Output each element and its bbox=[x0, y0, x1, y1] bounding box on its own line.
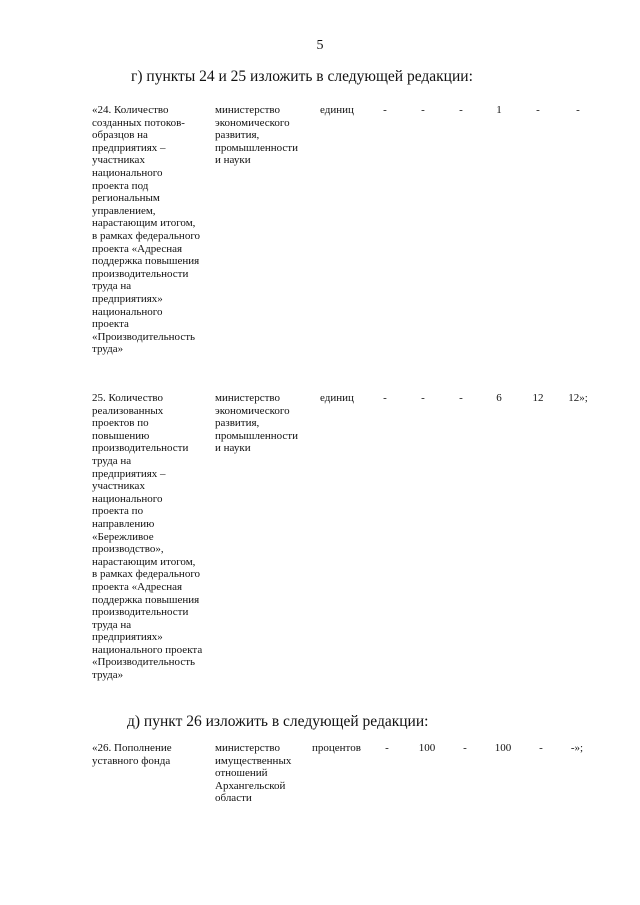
text-line: труда на bbox=[92, 280, 132, 293]
text-line: «Производительность bbox=[92, 330, 196, 343]
text-line: экономического bbox=[215, 404, 290, 417]
text-line: предприятиях – bbox=[92, 467, 166, 480]
text-line: труда» bbox=[92, 669, 124, 682]
text-line: в рамках федерального bbox=[92, 229, 201, 242]
row-24-value: - bbox=[576, 104, 580, 116]
row-25-value: 12 bbox=[532, 392, 544, 404]
text-line: нарастающим итогом, bbox=[92, 555, 196, 568]
row-26-value: 100 bbox=[418, 742, 436, 754]
text-line: в рамках федерального bbox=[92, 568, 201, 581]
row-25-ministry bbox=[215, 392, 315, 455]
section-g-heading: г) пункты 24 и 25 изложить в следующей редакции: bbox=[131, 68, 473, 85]
text-line: производительности bbox=[92, 267, 189, 280]
text-line: труда на bbox=[92, 454, 132, 467]
text-line: участниках bbox=[92, 480, 145, 493]
text-line: поддержка повышения bbox=[92, 593, 200, 606]
text-line: производительности bbox=[92, 606, 189, 619]
text-line: имущественных bbox=[215, 754, 292, 767]
row-25-value: - bbox=[383, 392, 387, 404]
text-line: национального проекта bbox=[92, 643, 203, 656]
text-line: направлению bbox=[92, 517, 155, 530]
text-line: уставного фонда bbox=[92, 754, 171, 767]
text-line: труда» bbox=[92, 343, 124, 356]
text-line: проекта bbox=[92, 318, 129, 331]
text-line: повышению bbox=[92, 429, 150, 442]
row-24-value: - bbox=[536, 104, 540, 116]
text-line: и науки bbox=[215, 154, 251, 167]
row-25-value: 12»; bbox=[568, 392, 588, 404]
text-line: национального bbox=[92, 492, 163, 505]
text-line: предприятиях» bbox=[92, 292, 163, 305]
row-26-value: 100 bbox=[494, 742, 512, 754]
text-line: «Бережливое bbox=[92, 530, 154, 543]
text-line: поддержка повышения bbox=[92, 255, 200, 268]
text-line: промышленности bbox=[215, 429, 298, 442]
text-line: министерство bbox=[215, 392, 281, 404]
row-24-value: - bbox=[421, 104, 425, 116]
row-24-value: - bbox=[383, 104, 387, 116]
page-number: 5 bbox=[316, 38, 324, 53]
text-line: области bbox=[215, 792, 252, 805]
row-24-unit: единиц bbox=[320, 104, 354, 116]
text-line: реализованных bbox=[92, 404, 164, 417]
text-line: созданных потоков- bbox=[92, 116, 185, 129]
text-line: проекта по bbox=[92, 505, 144, 518]
text-line: образцов на bbox=[92, 129, 148, 142]
row-26-unit: процентов bbox=[312, 742, 361, 754]
text-line: министерство bbox=[215, 104, 281, 116]
row-25-indicator bbox=[92, 392, 220, 682]
text-line: отношений bbox=[215, 767, 268, 780]
text-line: производительности bbox=[92, 442, 189, 455]
text-line: «24. Количество bbox=[92, 104, 169, 116]
text-line: проекта «Адресная bbox=[92, 580, 183, 593]
text-line: проектов по bbox=[92, 417, 149, 430]
row-24-value: - bbox=[459, 104, 463, 116]
text-line: развития, bbox=[215, 129, 260, 142]
row-26-value: -»; bbox=[570, 742, 584, 754]
row-25-value: 6 bbox=[496, 392, 502, 404]
text-line: производство», bbox=[92, 543, 164, 556]
text-line: проекта под bbox=[92, 179, 149, 192]
text-line: экономического bbox=[215, 116, 290, 129]
text-line: Архангельской bbox=[215, 779, 286, 792]
text-line: управлением, bbox=[92, 204, 156, 217]
section-d-heading: д) пункт 26 изложить в следующей редакции: bbox=[127, 713, 429, 730]
text-line: нарастающим итогом, bbox=[92, 217, 196, 230]
row-26-value: - bbox=[463, 742, 467, 754]
text-line: «Производительность bbox=[92, 656, 196, 669]
text-line: участниках bbox=[92, 154, 145, 167]
row-26-ministry bbox=[215, 742, 315, 805]
text-line: труда на bbox=[92, 618, 132, 631]
text-line: министерство bbox=[215, 742, 281, 754]
text-line: и науки bbox=[215, 442, 251, 455]
text-line: национального bbox=[92, 166, 163, 179]
row-26-value: - bbox=[385, 742, 389, 754]
text-line: «26. Пополнение bbox=[92, 742, 172, 754]
text-line: национального bbox=[92, 305, 163, 318]
row-24-ministry bbox=[215, 104, 315, 167]
text-line: предприятиях – bbox=[92, 141, 166, 154]
text-line: проекта «Адресная bbox=[92, 242, 183, 255]
row-25-value: - bbox=[421, 392, 425, 404]
row-25-value: - bbox=[459, 392, 463, 404]
text-line: развития, bbox=[215, 417, 260, 430]
text-line: промышленности bbox=[215, 141, 298, 154]
row-26-indicator bbox=[92, 742, 220, 767]
row-24-value: 1 bbox=[496, 104, 502, 116]
row-25-unit: единиц bbox=[320, 392, 354, 404]
row-26-value: - bbox=[539, 742, 543, 754]
text-line: 25. Количество bbox=[92, 392, 164, 404]
row-24-indicator bbox=[92, 104, 220, 356]
text-line: предприятиях» bbox=[92, 631, 163, 644]
text-line: региональным bbox=[92, 192, 160, 205]
